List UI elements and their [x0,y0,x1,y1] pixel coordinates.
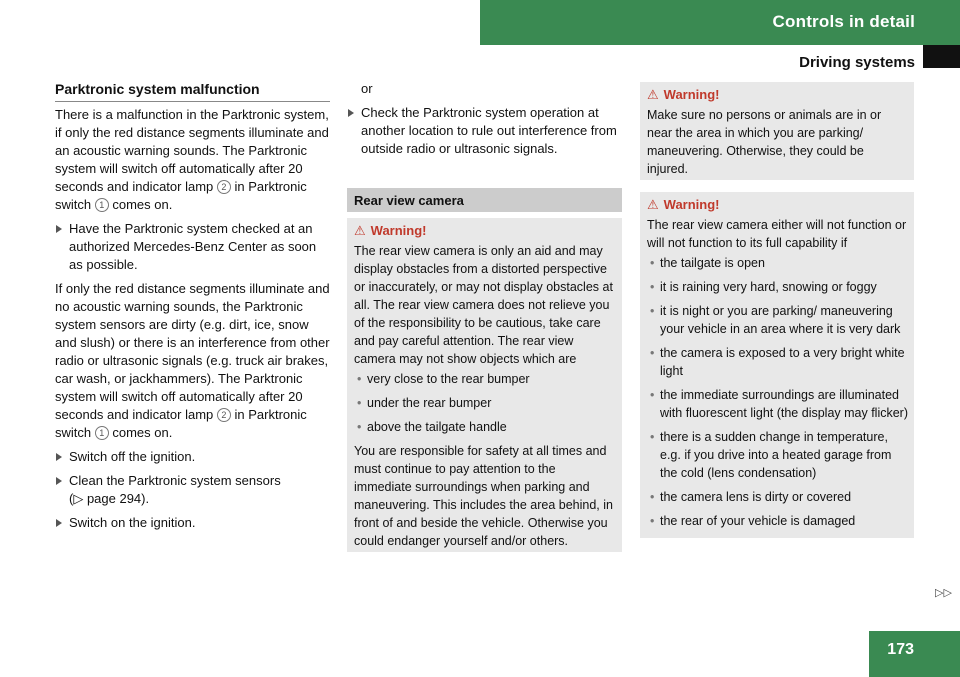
step-switch-on: Switch on the ignition. [55,514,330,532]
text-span: Clean the Parktronic system sensors [69,473,281,488]
warning-box-camera [347,218,622,552]
bullet-item: • the tailgate is open [647,254,908,272]
warning-text-end: You are responsible for safety at all times and must continue to pay attention to the immediate surroundings when parking and maneuvering. This includes the area behind, in front of and beside the vehicle. Otherwise you could endanger yourself and/or others. [354,444,613,548]
warning-triangle-icon: ⚠ [647,197,659,212]
callout-2-icon: 2 [217,180,231,194]
malfunction-heading: Parktronic system malfunction [55,80,330,102]
column-middle [347,80,622,552]
warning-text: The rear view camera either will not function or will not function to its full capability if [647,218,907,250]
warning-triangle-icon: ⚠ [354,223,366,238]
bullet-item: • there is a sudden change in temperature, e.g. if you drive into a heated garage from the cold (lens condensation) [647,428,908,482]
text-span: comes on. [112,197,173,212]
or-text: or [361,81,373,96]
bullet-item: • it is night or you are parking/ maneuvering your vehicle in an area where it is very dark [647,302,908,338]
column-right [640,82,914,550]
step-switch-off: Switch off the ignition. [55,448,330,466]
warning-box-conditions [640,192,914,538]
text-span: in Parktronic switch [55,179,307,212]
warning-label: Warning! [663,197,720,212]
bullet-item: • above the tailgate handle [354,418,616,436]
warning-triangle-icon: ⚠ [647,87,659,102]
bullet-item: • the camera is exposed to a very bright white light [647,344,908,380]
step-check-location: Check the Parktronic system operation at another location to rule out interference from outside radio or ultrasonic signals. [347,104,622,158]
page-ref-link[interactable]: (▷ page 294). [69,491,150,506]
callout-2-icon: 2 [217,408,231,422]
malfunction-para-2 [55,280,330,442]
continue-arrows-icon: ▷▷ [935,587,952,599]
callout-1-icon: 1 [95,198,109,212]
text-span: comes on. [112,425,173,440]
malfunction-para-1 [55,106,330,214]
warning-text: Make sure no persons or animals are in or near the area in which you are parking/ maneuvering. Otherwise, they could be injured. [647,108,882,176]
warning-header [647,196,908,214]
page-number: 173 [869,631,960,677]
text-span: If only the red distance segments illuminate and no acoustic warning sounds, the Parktronic system sensors are dirty (e.g. dirt, ice, snow and slush) or there is an interference from other radio or ultrasonic signals (e.g. truck air brakes, car wash, or jackhammers). The Parktronic system will switch off automatically after 20 seconds and indicator lamp [55,281,330,422]
bullet-item: • the rear of your vehicle is damaged [647,512,908,530]
column-left [55,80,330,538]
warning-label: Warning! [663,87,720,102]
step-have-checked: Have the Parktronic system checked at an authorized Mercedes-Benz Center as soon as possible. [55,220,330,274]
text-span: There is a malfunction in the Parktronic system, if only the red distance segments illuminate and an acoustic warning sounds. The Parktronic system will switch off automatically after 20 seconds and indicator lamp [55,107,329,194]
rear-camera-heading: Rear view camera [347,188,622,212]
chapter-title: Controls in detail [772,12,915,31]
bullet-item: • it is raining very hard, snowing or foggy [647,278,908,296]
bullet-item: • the immediate surroundings are illuminated with fluorescent light (the display may flicker) [647,386,908,422]
warning-text: The rear view camera is only an aid and may display obstacles from a distorted perspective or inaccurately, or may not display obstacles at all. The rear view camera does not relieve you of the responsibility to be cautious, take care and pay careful attention. The rear view camera may not show objects which are [354,244,613,366]
step-clean-sensors [55,472,330,508]
warning-box-persons [640,82,914,180]
bullet-item: • under the rear bumper [354,394,616,412]
bullet-item: • very close to the rear bumper [354,370,616,388]
section-subtitle: Driving systems [799,54,915,71]
warning-header [354,222,616,240]
header-tab-marker [923,45,960,68]
text-span: in Parktronic switch [55,407,307,440]
callout-1-icon: 1 [95,426,109,440]
bullet-item: • the camera lens is dirty or covered [647,488,908,506]
warning-header [647,86,908,104]
warning-label: Warning! [370,223,427,238]
